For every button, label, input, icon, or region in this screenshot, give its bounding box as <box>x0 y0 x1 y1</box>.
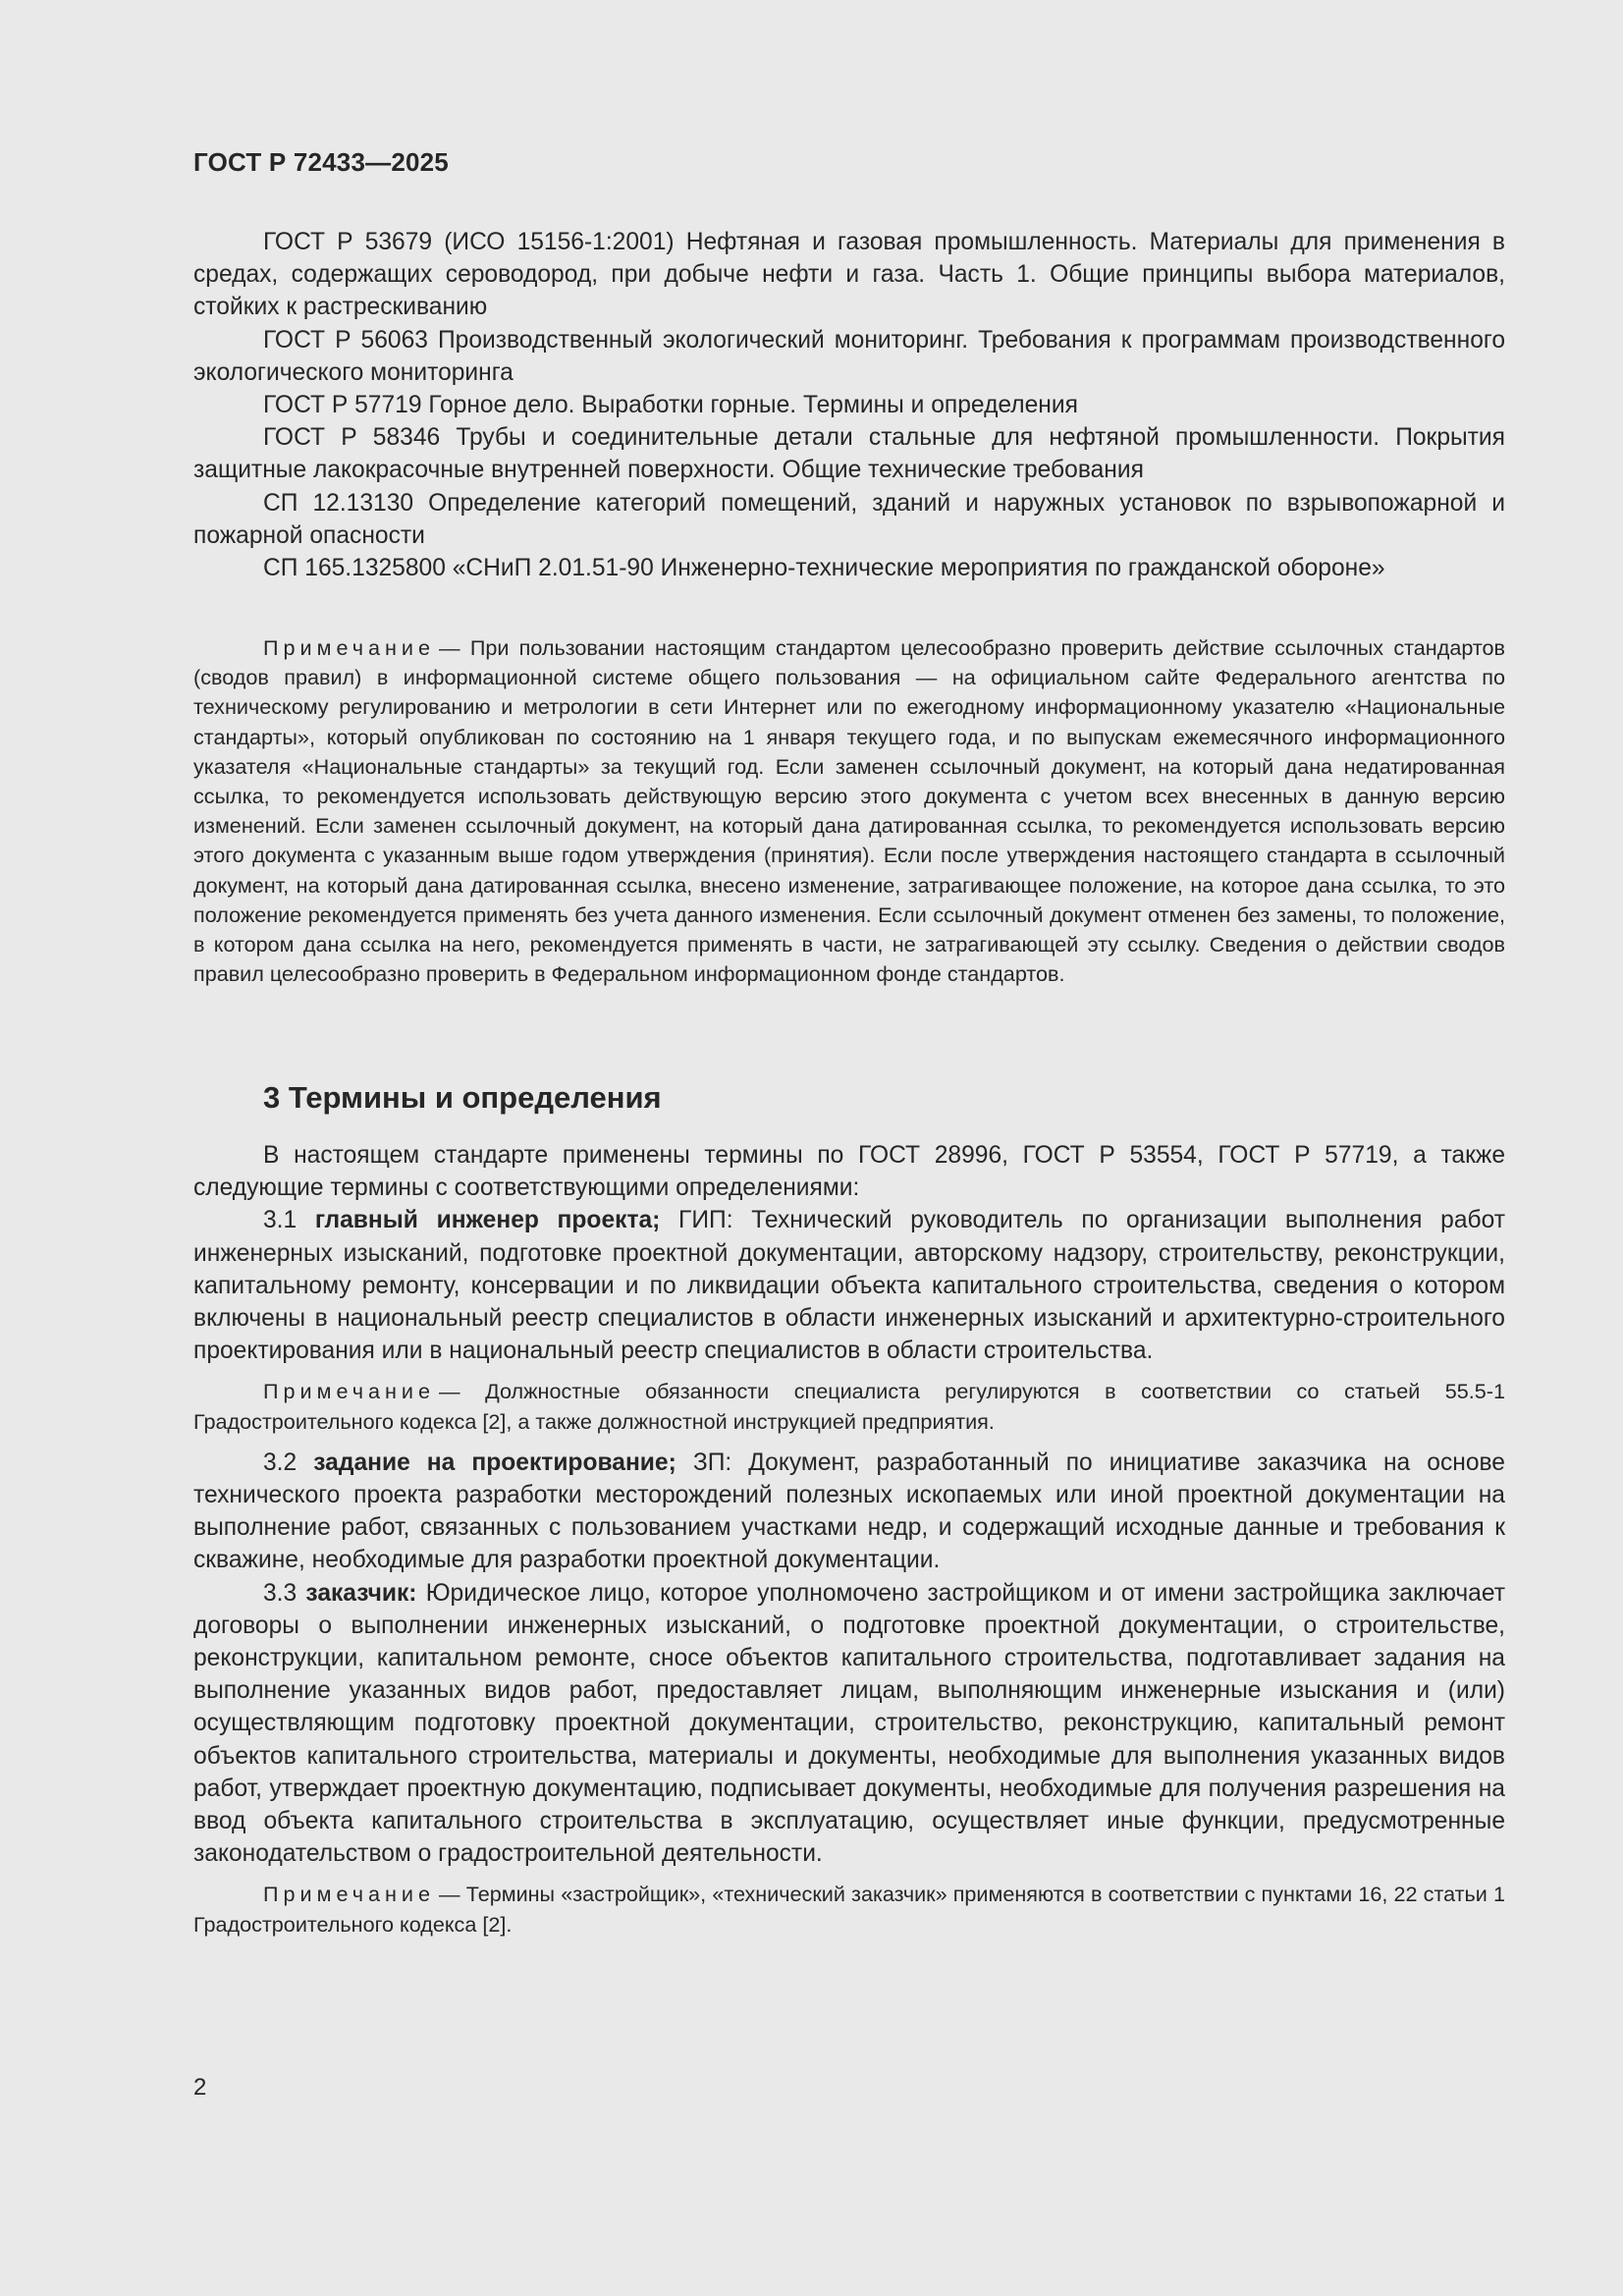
reference-item: СП 165.1325800 «СНиП 2.01.51-90 Инженерно-технические мероприятия по гражданской обороне» <box>263 555 1385 582</box>
document-code-header: ГОСТ Р 72433—2025 <box>193 147 449 177</box>
reference-item: СП 12.13130 Определение категорий помещений, зданий и наружных установок по взрывопожарной и пожарной опасности <box>193 489 1505 549</box>
reference-item: ГОСТ Р 58346 Трубы и соединительные детали стальные для нефтяной промышленности. Покрытия защитные лакокрасочные внутренней поверхности. Общие технические требования <box>193 424 1505 484</box>
note-text: — Должностные обязанности специалиста регулируются в соответствии со статьей 55.5-1 Градостроительного кодекса [2], а также должностной инструкцией предприятия. <box>193 1379 1505 1434</box>
term-name: задание на проектирование; <box>313 1449 676 1476</box>
reference-item: ГОСТ Р 57719 Горное дело. Выработки горные. Термины и определения <box>263 392 1078 419</box>
term-number: 3.1 <box>263 1207 298 1234</box>
normative-references-list <box>193 226 1505 584</box>
references-note <box>193 633 1505 989</box>
note-text: — При пользовании настоящим стандартом целесообразно проверить действие ссылочных стандартов (сводов правил) в информационной системе общего пользования — на официальном сайте Федерального агентства по техническому регулированию и метрологии в сети Интернет или по ежегодному информационному указателю «Национальные стандарты», который опубликован по состоянию на 1 января текущего года, и по выпускам ежемесячного информационного указателя «Национальные стандарты» за текущий год. Если заменен ссылочный документ, на который дана недатированная ссылка, то рекомендуется использовать действующую версию этого документа с учетом всех внесенных в данную версию изменений. Если заменен ссылочный документ, на который дана датированная ссылка, то рекомендуется использовать версию этого документа с указанным выше годом утверждения (принятия). Если после утверждения настоящего стандарта в ссылочный документ, на который дана датированная ссылка, внесено изменение, затрагивающее положение, на которое дана ссылка, то это положение рекомендуется применять без учета данного изменения. Если ссылочный документ отменен без замены, то положение, в котором дана ссылка на него, рекомендуется применять в части, не затрагивающей эту ссылку. Сведения о действии сводов правил целесообразно проверить в Федеральном информационном фонде стандартов. <box>193 635 1505 987</box>
term-note <box>193 1880 1505 1939</box>
section-heading: 3 Термины и определения <box>263 1080 662 1115</box>
term-definition: ГИП: Технический руководитель по организации выполнения работ инженерных изысканий, подготовке проектной документации, авторскому надзору, строительству, реконструкции, капитальному ремонту, консервации и по ликвидации объекта капитального строительства, сведения о котором включены в национальный реестр специалистов в области инженерных изысканий и архитектурно-строительного проектирования или в национальный реестр специалистов в области строительства. <box>193 1207 1505 1365</box>
term-name: заказчик: <box>305 1579 417 1607</box>
term-entry <box>193 1447 1505 1577</box>
section-intro: В настоящем стандарте применены термины по ГОСТ 28996, ГОСТ Р 53554, ГОСТ Р 57719, а также следующие термины с соответствующими определениями: <box>193 1142 1505 1202</box>
note-label: Примечание <box>263 1882 435 1907</box>
term-number: 3.3 <box>263 1579 298 1607</box>
term-note <box>193 1377 1505 1436</box>
note-label: Примечание <box>263 635 435 660</box>
page-number: 2 <box>193 2074 207 2101</box>
reference-item: ГОСТ Р 53679 (ИСО 15156-1:2001) Нефтяная и газовая промышленность. Материалы для применения в средах, содержащих сероводород, при добыче нефти и газа. Часть 1. Общие принципы выбора материалов, стойких к растрескиванию <box>193 229 1505 321</box>
reference-item: ГОСТ Р 56063 Производственный экологический мониторинг. Требования к программам производственного экологического мониторинга <box>193 326 1505 386</box>
term-definition: Юридическое лицо, которое уполномочено застройщиком и от имени застройщика заключает договоры о выполнении инженерных изысканий, о подготовке проектной документации, о строительстве, реконструкции, капитальном ремонте, сносе объектов капитального строительства, подготавливает задания на выполнение указанных видов работ, предоставляет лицам, выполняющим инженерные изыскания и (или) осуществляющим подготовку проектной документации, строительство, реконструкцию, капитальный ремонт объектов капитального строительства, материалы и документы, необходимые для выполнения указанных видов работ, утверждает проектную документацию, подписывает документы, необходимые для получения разрешения на ввод объекта капитального строительства в эксплуатацию, осуществляет иные функции, предусмотренные законодательством о градостроительной деятельности. <box>193 1579 1505 1868</box>
term-definition: ЗП: Документ, разработанный по инициативе заказчика на основе технического проекта разработки месторождений полезных ископаемых или иной проектной документации на выполнение работ, связанных с пользованием участками недр, и содержащий исходные данные и требования к скважине, необходимые для разработки проектной документации. <box>193 1449 1505 1574</box>
term-entry <box>193 1204 1505 1367</box>
note-text: — Термины «застройщик», «технический заказчик» применяются в соответствии с пунктами 16, 22 статьи 1 Градостроительного кодекса [2]. <box>193 1882 1505 1937</box>
term-number: 3.2 <box>263 1449 298 1476</box>
term-entry <box>193 1577 1505 1871</box>
terms-section <box>193 1139 1505 1940</box>
note-label: Примечание <box>263 1379 435 1404</box>
term-name: главный инженер проекта; <box>314 1207 661 1234</box>
